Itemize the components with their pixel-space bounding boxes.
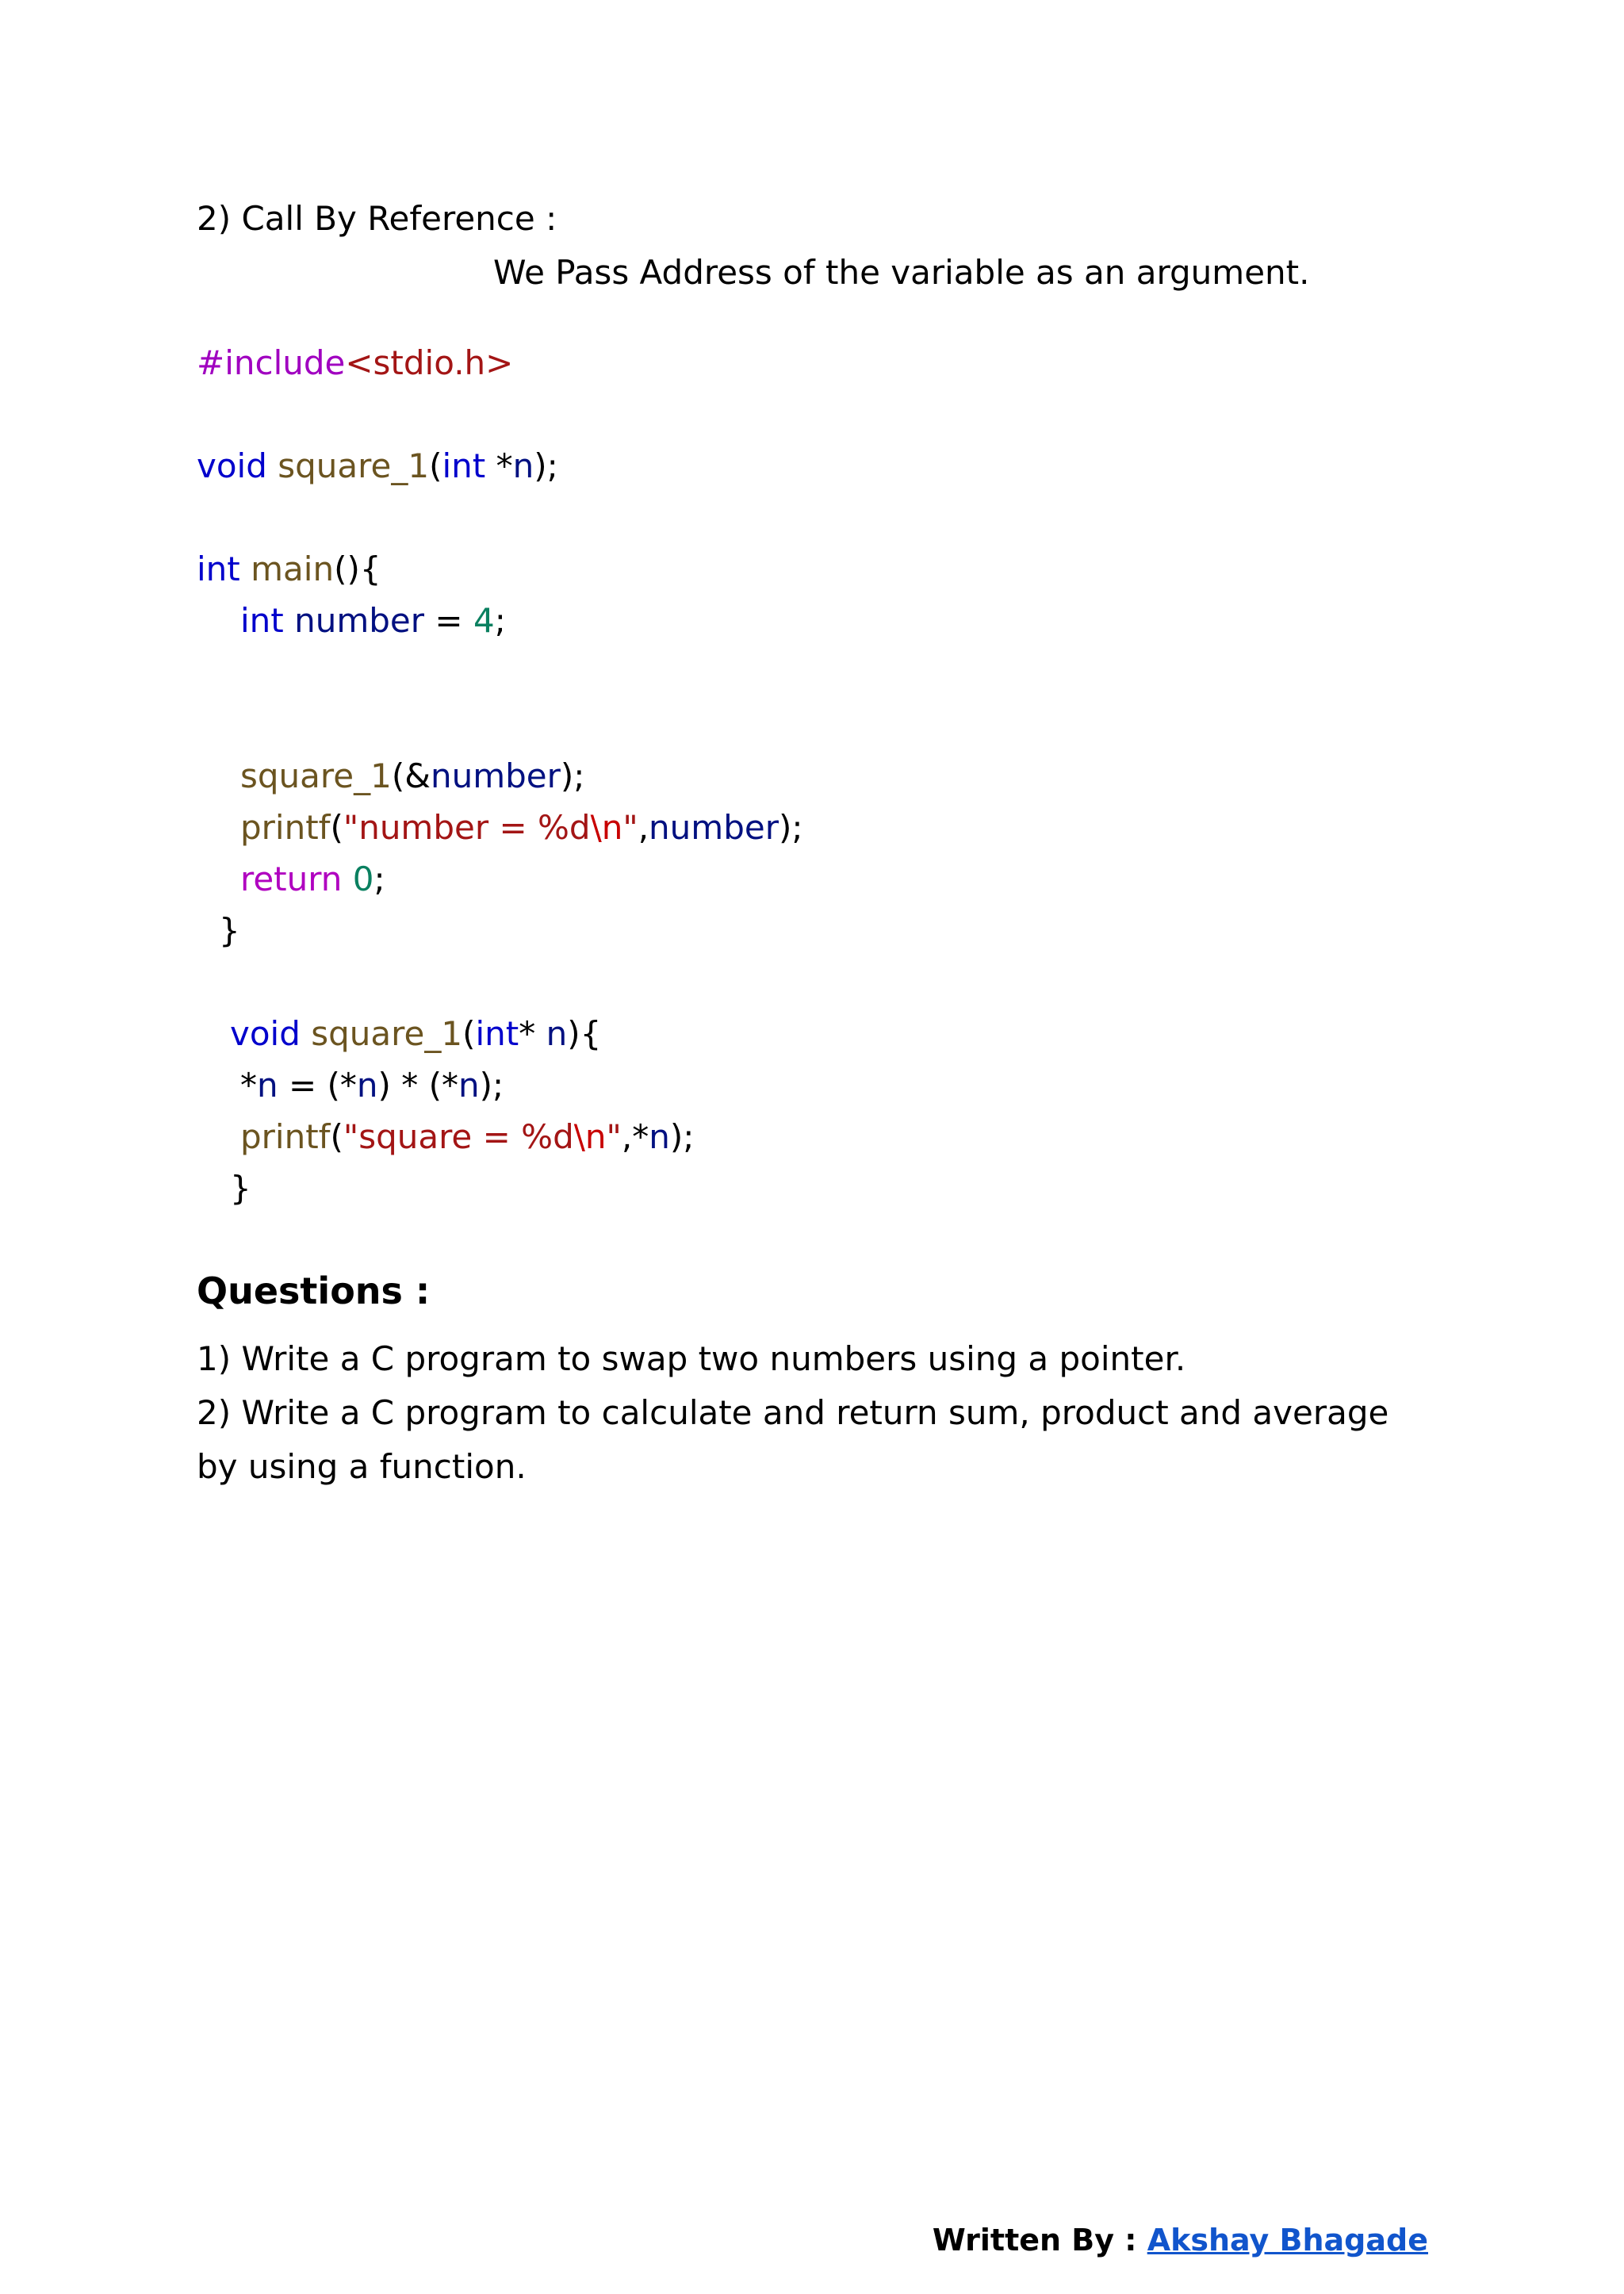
author-link[interactable]: Akshay Bhagade [1147, 2223, 1428, 2258]
footer-label: Written By : [932, 2223, 1147, 2258]
code-line-prototype: void square_1(int *n); [197, 446, 558, 485]
function-name: printf [240, 808, 331, 847]
param-n: n [546, 1014, 568, 1053]
function-name: square_1 [311, 1014, 463, 1053]
code-line-close-def: } [230, 1169, 251, 1208]
code-line-return: return 0; [240, 860, 385, 898]
keyword-int: int [442, 446, 486, 485]
keyword-int: int [240, 601, 284, 640]
number-literal: 4 [473, 601, 495, 640]
function-name: printf [240, 1117, 331, 1156]
include-file: <stdio.h> [345, 343, 514, 382]
code-line-def: void square_1(int* n){ [230, 1014, 602, 1053]
variable-number: number [649, 808, 779, 847]
string-literal: "number = %d [343, 808, 591, 847]
question-item-1: 1) Write a C program to swap two numbers using a pointer. [197, 1339, 1186, 1378]
code-line-printf-number: printf("number = %d\n",number); [240, 808, 803, 847]
keyword-void: void [230, 1014, 301, 1053]
preprocessor-directive: #include [197, 343, 346, 382]
keyword-void: void [197, 446, 267, 485]
keyword-int: int [197, 550, 240, 588]
section-title: 2) Call By Reference : [197, 199, 557, 238]
code-line-close-main: } [219, 911, 240, 950]
code-line-include [197, 341, 513, 385]
questions-heading: Questions : [197, 1270, 431, 1312]
code-line-call: square_1(&number); [240, 756, 585, 795]
variable-number: number [294, 601, 425, 640]
param-n: n [512, 446, 534, 485]
code-line-multiply: *n = (*n) * (*n); [240, 1066, 504, 1105]
variable-number: number [430, 756, 561, 795]
code-line-main: int main(){ [197, 550, 381, 588]
function-name: main [251, 550, 335, 588]
question-item-2: 2) Write a C program to calculate and return sum, product and average by using a function. [197, 1393, 1389, 1486]
section-description: We Pass Address of the variable as an argument. [493, 253, 1310, 292]
code-line-printf-square: printf("square = %d\n",*n); [240, 1117, 695, 1156]
code-line-declare: int number = 4; [240, 601, 506, 640]
function-name: square_1 [240, 756, 392, 795]
keyword-return: return [240, 860, 343, 898]
function-name: square_1 [278, 446, 430, 485]
escape-sequence: \n [573, 1117, 607, 1156]
string-literal: "square = %d [343, 1117, 574, 1156]
keyword-int: int [475, 1014, 519, 1053]
escape-sequence: \n [590, 808, 623, 847]
number-literal: 0 [352, 860, 374, 898]
footer-credit [933, 2220, 1428, 2260]
